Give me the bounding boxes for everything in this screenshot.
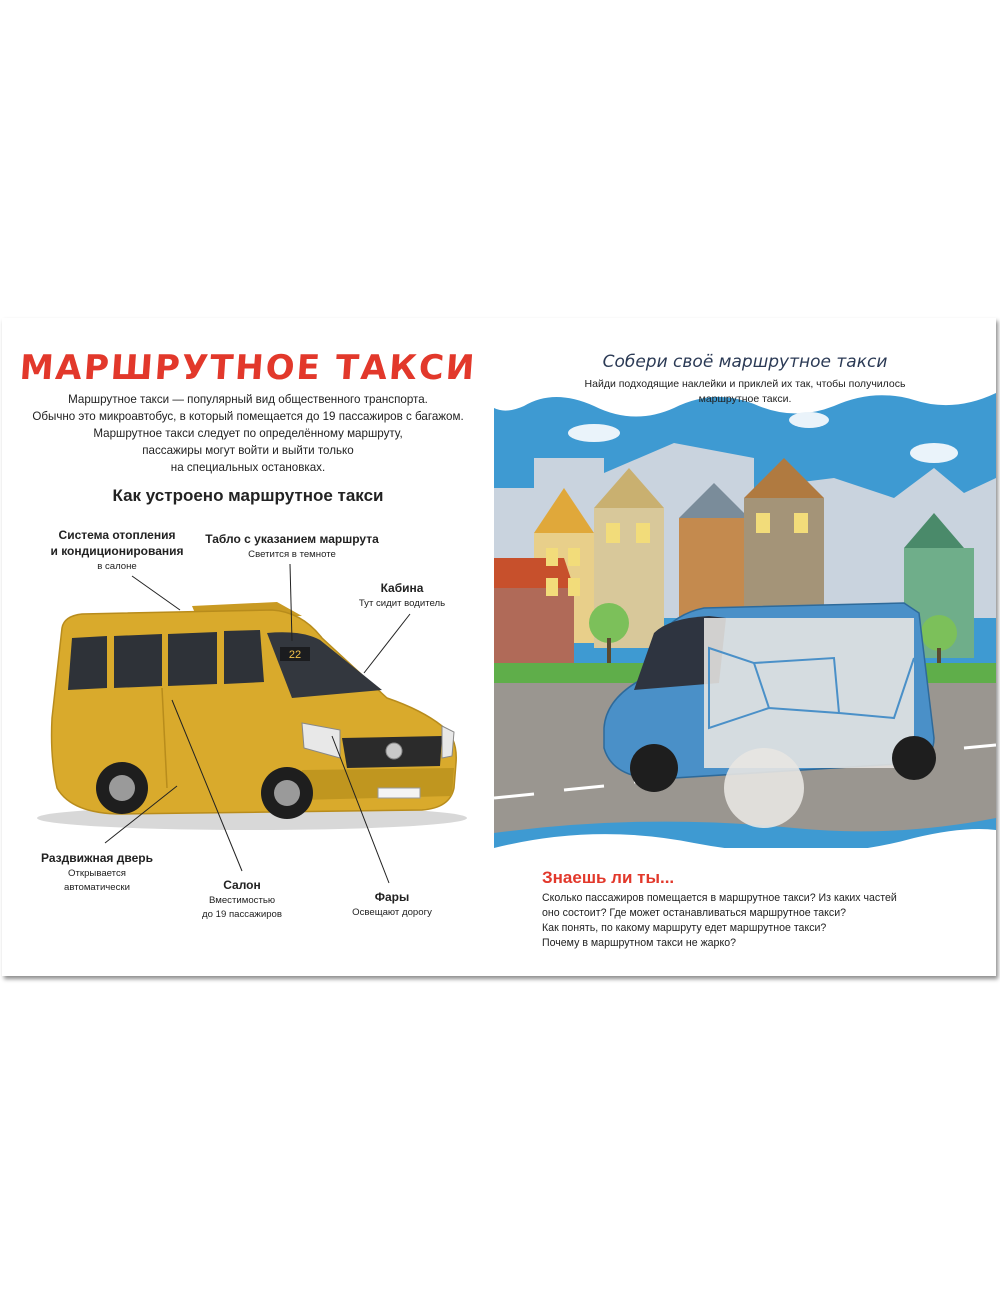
- intro-line: пассажиры могут войти и выйти только: [142, 444, 354, 457]
- did-you-know-title: Знаешь ли ты...: [542, 868, 675, 887]
- callout-desc: Открывается: [68, 868, 126, 879]
- window: [794, 513, 808, 533]
- question-line: Сколько пассажиров помещается в маршрутное такси? Из каких частей: [542, 892, 897, 904]
- instruction-line: Найди подходящие наклейки и приклей их так, чтобы получилось: [584, 378, 906, 390]
- callout-headlights: [332, 889, 452, 920]
- license-plate: [378, 788, 420, 798]
- side-window: [68, 636, 107, 690]
- window: [756, 513, 770, 533]
- callout-desc: Вместимостью: [208, 895, 276, 906]
- intro-line: Маршрутное такси следует по определённому маршруту,: [93, 427, 403, 440]
- book-spread: [2, 318, 996, 976]
- cloud: [568, 424, 620, 442]
- window: [606, 523, 620, 543]
- sticker-instruction: [554, 377, 936, 407]
- page-title: МАРШРУТНОЕ ТАКСИ: [18, 348, 478, 388]
- intro-line: Маршрутное такси — популярный вид общественного транспорта.: [68, 393, 428, 406]
- callout-title: Фары: [374, 890, 410, 904]
- rear-wheel-rim: [109, 775, 135, 801]
- callout-desc: в салоне: [97, 561, 137, 572]
- callout-title: Табло с указанием маршрута: [205, 532, 379, 546]
- window: [568, 578, 580, 596]
- callout-title: Салон: [223, 878, 261, 892]
- tree: [921, 615, 957, 651]
- did-you-know-text: [542, 891, 962, 951]
- right-page: [494, 318, 996, 976]
- pointer-line: [132, 576, 180, 610]
- callout-title: Кабина: [380, 581, 424, 595]
- pointer-line: [364, 614, 410, 673]
- callout-heating: [42, 527, 192, 574]
- callout-cabin: [337, 580, 467, 611]
- left-page: [2, 318, 494, 976]
- callout-title: и кондиционирования: [50, 544, 184, 558]
- side-window: [224, 630, 264, 684]
- intro-line: Обычно это микроавтобус, в который помещается до 19 пассажиров с багажом.: [32, 410, 464, 423]
- sticker-outline-area: [704, 618, 914, 768]
- headlight: [442, 726, 454, 758]
- callout-desc: Освещают дорогу: [352, 907, 432, 918]
- route-number: 22: [288, 649, 302, 661]
- intro-line: на специальных остановках.: [170, 461, 326, 474]
- callout-desc: Тут сидит водитель: [358, 598, 446, 609]
- window: [546, 578, 558, 596]
- section-subtitle: Как устроено маршрутное такси: [112, 486, 384, 505]
- window: [568, 548, 580, 566]
- callout-sliding-door: [27, 850, 167, 895]
- callout-desc: до 19 пассажиров: [202, 909, 282, 920]
- question-line: оно состоит? Где может останавливаться маршрутное такси?: [542, 907, 847, 919]
- callout-desc: автоматически: [63, 882, 130, 893]
- instruction-line: маршрутное такси.: [698, 393, 792, 405]
- cloud: [910, 443, 958, 463]
- window: [636, 523, 650, 543]
- side-window: [168, 632, 217, 686]
- callout-title: Система отопления: [58, 528, 176, 542]
- brick-roof: [494, 558, 574, 588]
- callout-desc: Светится в темноте: [248, 549, 336, 560]
- window: [546, 548, 558, 566]
- question-line: Почему в маршрутном такси не жарко?: [542, 937, 736, 949]
- sticker-activity-title: Собери своё маршрутное такси: [602, 352, 888, 372]
- front-wheel-rim: [274, 780, 300, 806]
- sticker-wheel-spot: [724, 748, 804, 828]
- brand-emblem: [386, 743, 402, 759]
- van-front-wheel: [630, 744, 678, 792]
- question-line: Как понять, по какому маршруту едет маршрутное такси?: [542, 922, 827, 934]
- side-window: [114, 634, 162, 688]
- callout-route-board: [197, 531, 387, 562]
- callout-title: Раздвижная дверь: [41, 851, 153, 865]
- callout-salon: [182, 877, 302, 922]
- van-rear-wheel: [892, 736, 936, 780]
- tree: [589, 603, 629, 643]
- cloud: [789, 412, 829, 428]
